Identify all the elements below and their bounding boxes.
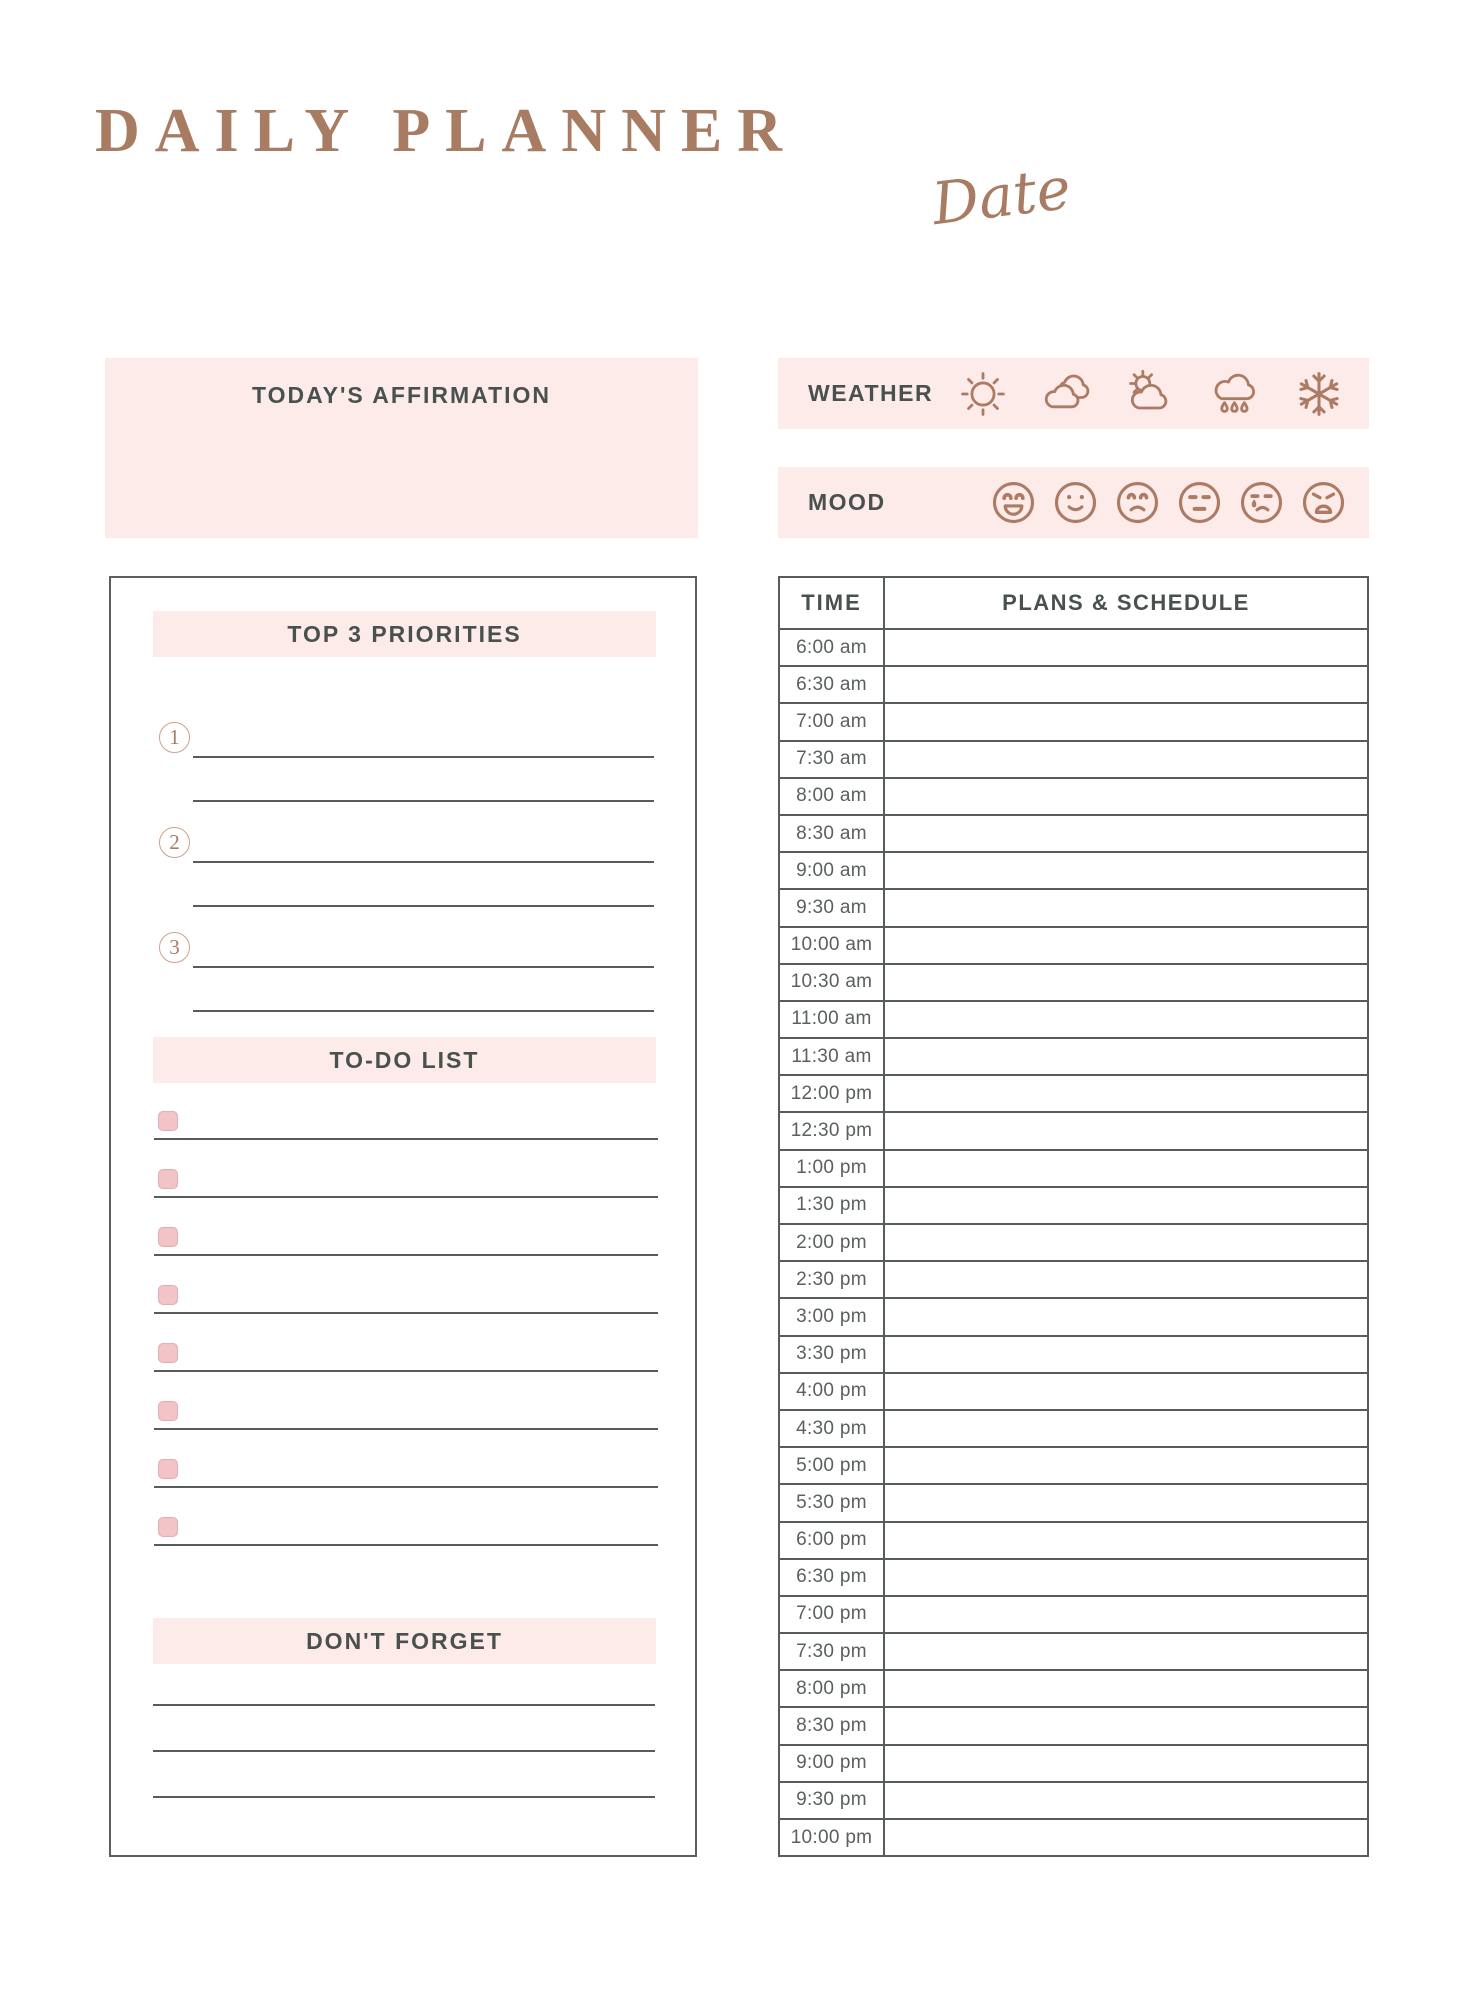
plans-cell[interactable]: [885, 1225, 1367, 1260]
priorities-header: [153, 611, 656, 657]
time-cell: 1:30 pm: [780, 1188, 885, 1223]
todo-item: [153, 1376, 658, 1434]
todo-checkbox[interactable]: [158, 1343, 178, 1363]
mood-section: [778, 467, 1369, 538]
weather-label: WEATHER: [808, 380, 934, 406]
schedule-row: [780, 1186, 1367, 1223]
schedule-row: [780, 1744, 1367, 1781]
time-cell: 11:30 am: [780, 1039, 885, 1074]
time-cell: 12:30 pm: [780, 1113, 885, 1148]
time-cell: 9:30 am: [780, 890, 885, 925]
todo-writing-line[interactable]: [154, 1544, 658, 1546]
priority-writing-line[interactable]: [193, 800, 654, 802]
time-cell: 6:30 pm: [780, 1560, 885, 1595]
todo-checkbox[interactable]: [158, 1285, 178, 1305]
time-cell: 8:30 pm: [780, 1708, 885, 1743]
time-cell: 11:00 am: [780, 1002, 885, 1037]
plans-cell[interactable]: [885, 1560, 1367, 1595]
schedule-row: [780, 1781, 1367, 1818]
time-cell: 6:00 pm: [780, 1523, 885, 1558]
time-cell: 10:30 am: [780, 965, 885, 1000]
cloudy-icon[interactable]: [1039, 366, 1095, 422]
priority-number-badge: 1: [159, 722, 190, 753]
crying-face-icon[interactable]: [1238, 479, 1285, 526]
todo-item: [153, 1086, 658, 1144]
todo-title: TO-DO LIST: [329, 1046, 480, 1073]
plans-cell[interactable]: [885, 704, 1367, 739]
date-label: Date: [928, 153, 1075, 239]
schedule-row: [780, 1595, 1367, 1632]
dont-forget-lines: [153, 1660, 655, 1798]
plans-cell[interactable]: [885, 630, 1367, 665]
dont-forget-writing-line[interactable]: [153, 1706, 655, 1752]
time-cell: 3:30 pm: [780, 1337, 885, 1372]
schedule-row: [780, 628, 1367, 665]
time-cell: 4:30 pm: [780, 1411, 885, 1446]
schedule-row: [780, 740, 1367, 777]
mood-icon-row: [990, 479, 1347, 526]
schedule-row: [780, 1446, 1367, 1483]
todo-header: [153, 1037, 656, 1083]
todo-writing-line[interactable]: [154, 1196, 658, 1198]
todo-writing-line[interactable]: [154, 1254, 658, 1256]
todo-item: [153, 1492, 658, 1550]
plans-cell[interactable]: [885, 1671, 1367, 1706]
priority-item: [153, 712, 656, 817]
todo-writing-line[interactable]: [154, 1486, 658, 1488]
plans-column-header: PLANS & SCHEDULE: [1002, 590, 1250, 615]
time-cell: 9:00 pm: [780, 1746, 885, 1781]
plans-cell[interactable]: [885, 1448, 1367, 1483]
schedule-row: [780, 1558, 1367, 1595]
todo-checkbox[interactable]: [158, 1227, 178, 1247]
time-cell: 8:30 am: [780, 816, 885, 851]
schedule-table: [778, 576, 1369, 1857]
time-cell: 7:00 pm: [780, 1597, 885, 1632]
schedule-row: [780, 1669, 1367, 1706]
smiling-face-icon[interactable]: [1052, 479, 1099, 526]
weather-section: [778, 358, 1369, 429]
partly-cloudy-icon[interactable]: [1123, 366, 1179, 422]
schedule-row: [780, 702, 1367, 739]
time-cell: 2:30 pm: [780, 1262, 885, 1297]
plans-cell[interactable]: [885, 816, 1367, 851]
schedule-row: [780, 1706, 1367, 1743]
priorities-title: TOP 3 PRIORITIES: [287, 620, 522, 647]
time-cell: 6:30 am: [780, 667, 885, 702]
dont-forget-writing-line[interactable]: [153, 1752, 655, 1798]
plans-cell[interactable]: [885, 890, 1367, 925]
plans-cell[interactable]: [885, 1485, 1367, 1520]
time-cell: 4:00 pm: [780, 1374, 885, 1409]
plans-cell[interactable]: [885, 1597, 1367, 1632]
time-column-header: TIME: [780, 578, 885, 628]
angry-face-icon[interactable]: [1300, 479, 1347, 526]
affirmation-title: TODAY'S AFFIRMATION: [251, 382, 552, 408]
plans-cell[interactable]: [885, 1783, 1367, 1818]
todo-item: [153, 1434, 658, 1492]
time-cell: 7:30 pm: [780, 1634, 885, 1669]
rainy-icon[interactable]: [1207, 366, 1263, 422]
time-cell: 8:00 am: [780, 779, 885, 814]
plans-cell[interactable]: [885, 1634, 1367, 1669]
plans-cell[interactable]: [885, 1076, 1367, 1111]
schedule-row: [780, 1074, 1367, 1111]
plans-cell[interactable]: [885, 1299, 1367, 1334]
schedule-row: [780, 1372, 1367, 1409]
time-cell: 8:00 pm: [780, 1671, 885, 1706]
schedule-header-row: [780, 578, 1367, 628]
priority-writing-line[interactable]: [193, 1010, 654, 1012]
plans-cell[interactable]: [885, 1262, 1367, 1297]
plans-cell[interactable]: [885, 742, 1367, 777]
page-title: DAILY PLANNER: [95, 97, 797, 165]
schedule-row: [780, 1000, 1367, 1037]
plans-cell[interactable]: [885, 1746, 1367, 1781]
schedule-row: [780, 1632, 1367, 1669]
plans-cell[interactable]: [885, 965, 1367, 1000]
schedule-row: [780, 1149, 1367, 1186]
plans-cell[interactable]: [885, 667, 1367, 702]
time-cell: 2:00 pm: [780, 1225, 885, 1260]
mood-label: MOOD: [808, 489, 886, 515]
dont-forget-title: DON'T FORGET: [306, 1627, 503, 1654]
todo-checkbox[interactable]: [158, 1169, 178, 1189]
snowy-icon[interactable]: [1291, 366, 1347, 422]
plans-cell[interactable]: [885, 1411, 1367, 1446]
dont-forget-header: [153, 1618, 656, 1664]
schedule-row: [780, 1297, 1367, 1334]
time-cell: 5:00 pm: [780, 1448, 885, 1483]
weather-icon-row: [955, 366, 1347, 422]
time-cell: 9:00 am: [780, 853, 885, 888]
schedule-row: [780, 1111, 1367, 1148]
schedule-row: [780, 665, 1367, 702]
time-cell: 12:00 pm: [780, 1076, 885, 1111]
plans-cell[interactable]: [885, 1002, 1367, 1037]
schedule-row: [780, 851, 1367, 888]
todo-writing-line[interactable]: [154, 1312, 658, 1314]
schedule-row: [780, 888, 1367, 925]
schedule-row: [780, 926, 1367, 963]
schedule-row: [780, 1037, 1367, 1074]
time-cell: 7:00 am: [780, 704, 885, 739]
dont-forget-writing-line[interactable]: [153, 1660, 655, 1706]
plans-cell[interactable]: [885, 853, 1367, 888]
priority-number-badge: 3: [159, 932, 190, 963]
priority-writing-line[interactable]: [193, 966, 654, 968]
laughing-face-icon[interactable]: [990, 479, 1037, 526]
priority-item: [153, 922, 656, 1027]
plans-cell[interactable]: [885, 1039, 1367, 1074]
plans-cell[interactable]: [885, 1708, 1367, 1743]
schedule-row: [780, 777, 1367, 814]
priority-item: [153, 817, 656, 922]
neutral-face-icon[interactable]: [1176, 479, 1223, 526]
schedule-row: [780, 1223, 1367, 1260]
todo-checkbox[interactable]: [158, 1517, 178, 1537]
time-cell: 9:30 pm: [780, 1783, 885, 1818]
plans-cell[interactable]: [885, 1820, 1367, 1855]
time-cell: 10:00 pm: [780, 1820, 885, 1855]
plans-cell[interactable]: [885, 1113, 1367, 1148]
time-cell: 3:00 pm: [780, 1299, 885, 1334]
schedule-row: [780, 1260, 1367, 1297]
sunny-icon[interactable]: [955, 366, 1011, 422]
time-cell: 10:00 am: [780, 928, 885, 963]
plans-cell[interactable]: [885, 1151, 1367, 1186]
time-cell: 6:00 am: [780, 630, 885, 665]
plans-cell[interactable]: [885, 1374, 1367, 1409]
todo-checkbox[interactable]: [158, 1401, 178, 1421]
todo-item: [153, 1260, 658, 1318]
time-cell: 7:30 am: [780, 742, 885, 777]
frowning-face-icon[interactable]: [1114, 479, 1161, 526]
schedule-row: [780, 1521, 1367, 1558]
todo-writing-line[interactable]: [154, 1428, 658, 1430]
schedule-row: [780, 1818, 1367, 1855]
priority-writing-line[interactable]: [193, 861, 654, 863]
plans-cell[interactable]: [885, 928, 1367, 963]
todo-item: [153, 1318, 658, 1376]
schedule-row: [780, 1335, 1367, 1372]
todo-checkbox[interactable]: [158, 1111, 178, 1131]
todo-checkbox[interactable]: [158, 1459, 178, 1479]
todo-item: [153, 1202, 658, 1260]
time-cell: 5:30 pm: [780, 1485, 885, 1520]
schedule-row: [780, 814, 1367, 851]
schedule-row: [780, 1483, 1367, 1520]
todo-writing-line[interactable]: [154, 1370, 658, 1372]
priorities-list: [153, 712, 656, 1027]
priority-writing-line[interactable]: [193, 756, 654, 758]
plans-cell[interactable]: [885, 1188, 1367, 1223]
schedule-row: [780, 963, 1367, 1000]
schedule-row: [780, 1409, 1367, 1446]
time-cell: 1:00 pm: [780, 1151, 885, 1186]
plans-cell[interactable]: [885, 1337, 1367, 1372]
priority-writing-line[interactable]: [193, 905, 654, 907]
todo-writing-line[interactable]: [154, 1138, 658, 1140]
plans-cell[interactable]: [885, 779, 1367, 814]
affirmation-box[interactable]: [105, 358, 698, 538]
priority-number-badge: 2: [159, 827, 190, 858]
plans-cell[interactable]: [885, 1523, 1367, 1558]
todo-item: [153, 1144, 658, 1202]
todo-list: [153, 1086, 658, 1550]
